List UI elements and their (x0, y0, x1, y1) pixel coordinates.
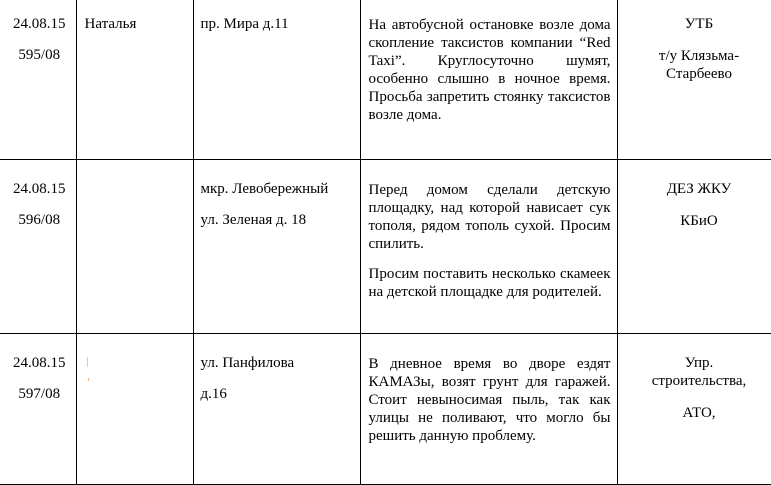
responsible-org-unit: АТО, (622, 404, 771, 422)
text-cell (360, 334, 617, 485)
date-cell (0, 0, 76, 160)
org-cell (617, 160, 771, 334)
table-row (0, 0, 771, 160)
table-row (0, 160, 771, 334)
address-line: ул. Зеленая д. 18 (201, 211, 354, 229)
address-cell (193, 160, 360, 334)
table-row (0, 334, 771, 485)
address-cell (193, 0, 360, 160)
appeal-text: В дневное время во дворе ездят КАМАЗы, возят грунт для гаражей. Стоит невыносимая пыль, так как улицы не поливают, что могло бы решить данную проблему. (369, 355, 611, 445)
responsible-org: Упр. строительства, (622, 354, 771, 390)
date-cell (0, 160, 76, 334)
name-cell (76, 160, 193, 334)
responsible-org-unit: т/у Клязьма-Старбеево (622, 47, 771, 83)
appeal-date: 24.08.15 (9, 354, 70, 376)
appeal-text: Перед домом сделали детскую площадку, над которой нависает сук тополя, рядом тополь сухой. Просим спилить. (369, 181, 611, 253)
applicant-name (77, 160, 193, 180)
address-cell (193, 334, 360, 485)
responsible-org-unit: КБиО (622, 212, 771, 230)
appeal-number: 595/08 (9, 46, 70, 64)
name-cell (76, 334, 193, 485)
text-cell (360, 0, 617, 160)
appeal-text: На автобусной остановке возле дома скопление таксистов компании “Red Taxi”. Круглосуточно шумят, особенно слышно в ночное время. Просьба запретить стоянку таксистов возле дома. (369, 16, 611, 124)
applicant-name: Наталья (77, 0, 193, 33)
redaction-mark (88, 378, 89, 381)
name-cell (76, 0, 193, 160)
appeal-number: 597/08 (9, 385, 70, 403)
redaction-mark (87, 357, 88, 367)
text-cell (360, 160, 617, 334)
responsible-org: УТБ (685, 16, 713, 32)
address-line: пр. Мира д.11 (201, 16, 289, 32)
address-line: мкр. Левобережный (201, 181, 329, 197)
appeal-date: 24.08.15 (9, 180, 70, 202)
address-line: д.16 (201, 385, 354, 403)
address-line: ул. Панфилова (201, 355, 295, 371)
appeal-text: Просим поставить несколько скамеек на детской площадке для родителей. (369, 265, 611, 301)
appeal-date: 24.08.15 (9, 15, 70, 37)
org-cell (617, 0, 771, 160)
responsible-org: ДЕЗ ЖКУ (667, 181, 732, 197)
org-cell (617, 334, 771, 485)
appeal-number: 596/08 (9, 211, 70, 229)
date-cell (0, 334, 76, 485)
